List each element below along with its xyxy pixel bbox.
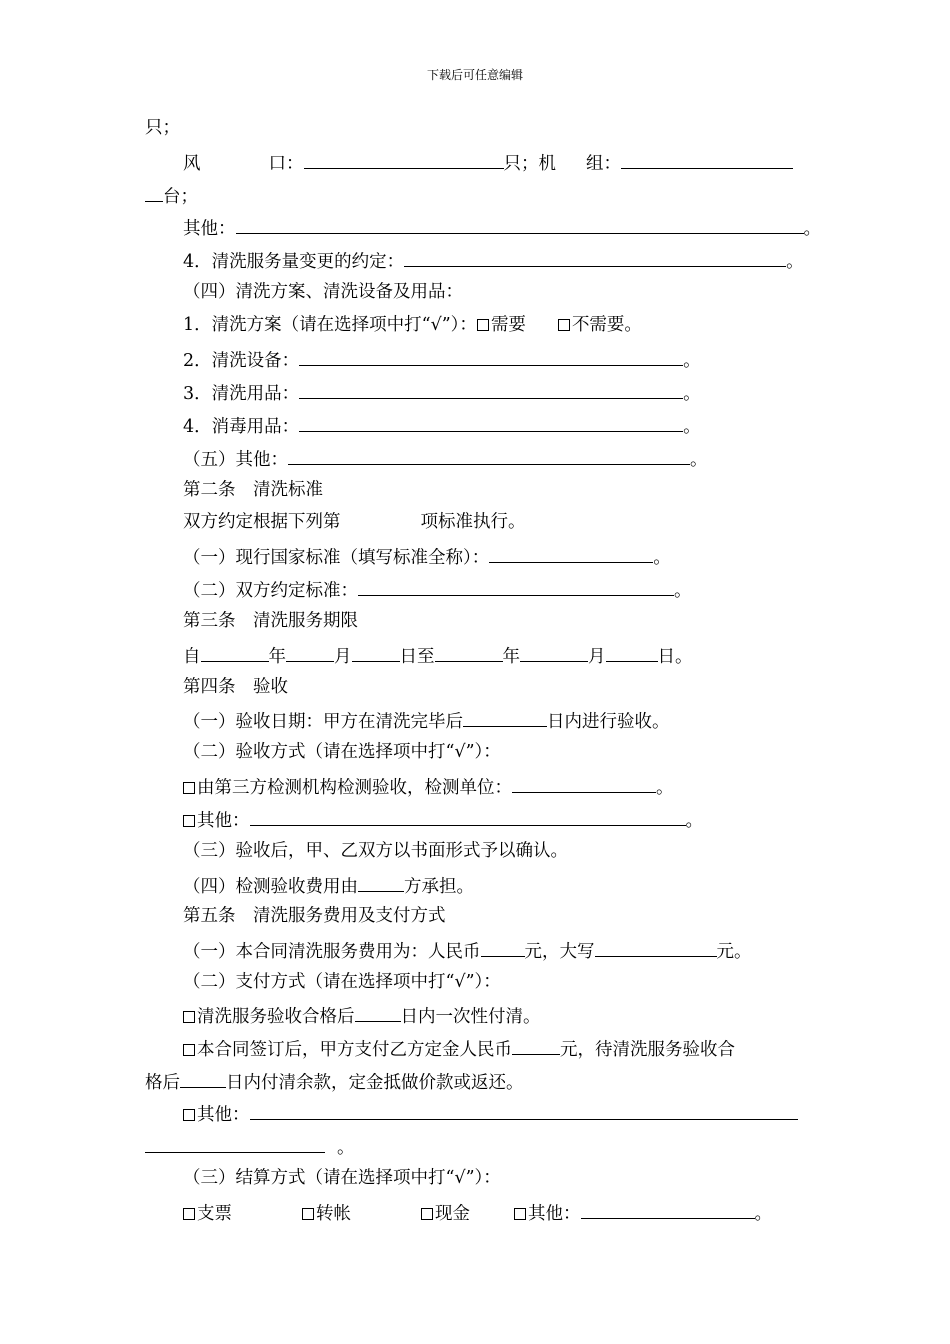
text-line: 只； <box>145 118 180 138</box>
checkbox[interactable] <box>558 319 570 331</box>
checkbox[interactable] <box>183 1011 195 1023</box>
text-line: 1．清洗方案（请在选择项中打“√”）： 需要 不需要。 <box>183 315 642 335</box>
section-heading: （四）清洗方案、清洗设备及用品： <box>183 282 463 302</box>
blank-field[interactable] <box>236 216 804 234</box>
checkbox[interactable] <box>183 782 195 794</box>
text-line: （二）双方约定标准： 。 <box>183 578 692 601</box>
checkbox[interactable] <box>183 1208 195 1220</box>
text-line: （一）验收日期：甲方在清洗完毕后 日内进行验收。 <box>183 709 670 732</box>
checkbox[interactable] <box>183 1109 195 1121</box>
blank-field[interactable] <box>512 1037 560 1055</box>
text-line: 双方约定根据下列第 项标准执行。 <box>183 512 526 532</box>
text-line: 支票 转帐 现金 其他： 。 <box>183 1201 772 1224</box>
blank-field[interactable] <box>250 808 686 826</box>
blank-field[interactable] <box>352 644 400 662</box>
checkbox[interactable] <box>183 1044 195 1056</box>
blank-field[interactable] <box>180 1070 226 1088</box>
text-line: 风 口： 只；机 组： <box>183 151 793 174</box>
blank-field[interactable] <box>595 939 717 957</box>
text-line: 2．清洗设备： 。 <box>183 348 701 371</box>
text-line: 。 <box>145 1135 355 1158</box>
blank-field[interactable] <box>299 381 683 399</box>
text-line: 台； <box>145 184 198 207</box>
blank-field[interactable] <box>489 545 653 563</box>
text-line: （三）验收后，甲、乙双方以书面形式予以确认。 <box>183 841 568 861</box>
checkbox[interactable] <box>421 1208 433 1220</box>
text-line: 由第三方检测机构检测验收，检测单位： 。 <box>183 775 674 798</box>
blank-field[interactable] <box>145 1135 325 1153</box>
text-line: 其他： 。 <box>183 808 703 831</box>
blank-field[interactable] <box>145 184 163 202</box>
blank-field[interactable] <box>435 644 503 662</box>
blank-field[interactable] <box>201 644 269 662</box>
checkbox[interactable] <box>514 1208 526 1220</box>
text-line: 其他： <box>183 1102 798 1125</box>
text-line: （一）本合同清洗服务费用为：人民币 元，大写 元。 <box>183 939 752 962</box>
blank-field[interactable] <box>286 644 334 662</box>
blank-field[interactable] <box>299 348 683 366</box>
text-line: （五）其他： 。 <box>183 447 708 470</box>
checkbox[interactable] <box>302 1208 314 1220</box>
article-heading: 第五条 清洗服务费用及支付方式 <box>183 906 446 926</box>
text-line: 4．消毒用品： 。 <box>183 414 701 437</box>
blank-field[interactable] <box>358 874 404 892</box>
blank-field[interactable] <box>463 709 547 727</box>
text-line: 3．清洗用品： 。 <box>183 381 701 404</box>
blank-field[interactable] <box>581 1201 755 1219</box>
blank-field[interactable] <box>481 939 525 957</box>
blank-field[interactable] <box>358 578 674 596</box>
text-line: （一）现行国家标准（填写标准全称）： 。 <box>183 545 671 568</box>
text-line: 格后 日内付清余款，定金抵做价款或返还。 <box>145 1070 524 1093</box>
blank-field[interactable] <box>621 151 793 169</box>
article-heading: 第四条 验收 <box>183 677 288 697</box>
blank-field[interactable] <box>355 1004 401 1022</box>
blank-field[interactable] <box>606 644 658 662</box>
page-header: 下载后可任意编辑 <box>426 68 523 82</box>
text-line: （二）验收方式（请在选择项中打“√”）： <box>183 742 501 762</box>
checkbox[interactable] <box>183 815 195 827</box>
text-line: 其他： 。 <box>183 216 821 239</box>
blank-field[interactable] <box>404 249 786 267</box>
blank-field[interactable] <box>299 414 683 432</box>
text-line: 自 年 月 日至 年 月 日。 <box>183 644 693 667</box>
blank-field[interactable] <box>512 775 656 793</box>
text-line: （四）检测验收费用由 方承担。 <box>183 874 474 897</box>
article-heading: 第二条 清洗标准 <box>183 480 323 500</box>
text-line: 清洗服务验收合格后 日内一次性付清。 <box>183 1004 541 1027</box>
text-line: （三）结算方式（请在选择项中打“√”）： <box>183 1168 501 1188</box>
blank-field[interactable] <box>250 1102 798 1120</box>
text-line: （二）支付方式（请在选择项中打“√”）： <box>183 972 501 992</box>
blank-field[interactable] <box>520 644 588 662</box>
text-line: 本合同签订后，甲方支付乙方定金人民币 元，待清洗服务验收合 <box>183 1037 735 1060</box>
article-heading: 第三条 清洗服务期限 <box>183 611 358 631</box>
blank-field[interactable] <box>304 151 504 169</box>
blank-field[interactable] <box>288 447 690 465</box>
checkbox[interactable] <box>477 319 489 331</box>
text-line: 4．清洗服务量变更的约定： 。 <box>183 249 804 272</box>
